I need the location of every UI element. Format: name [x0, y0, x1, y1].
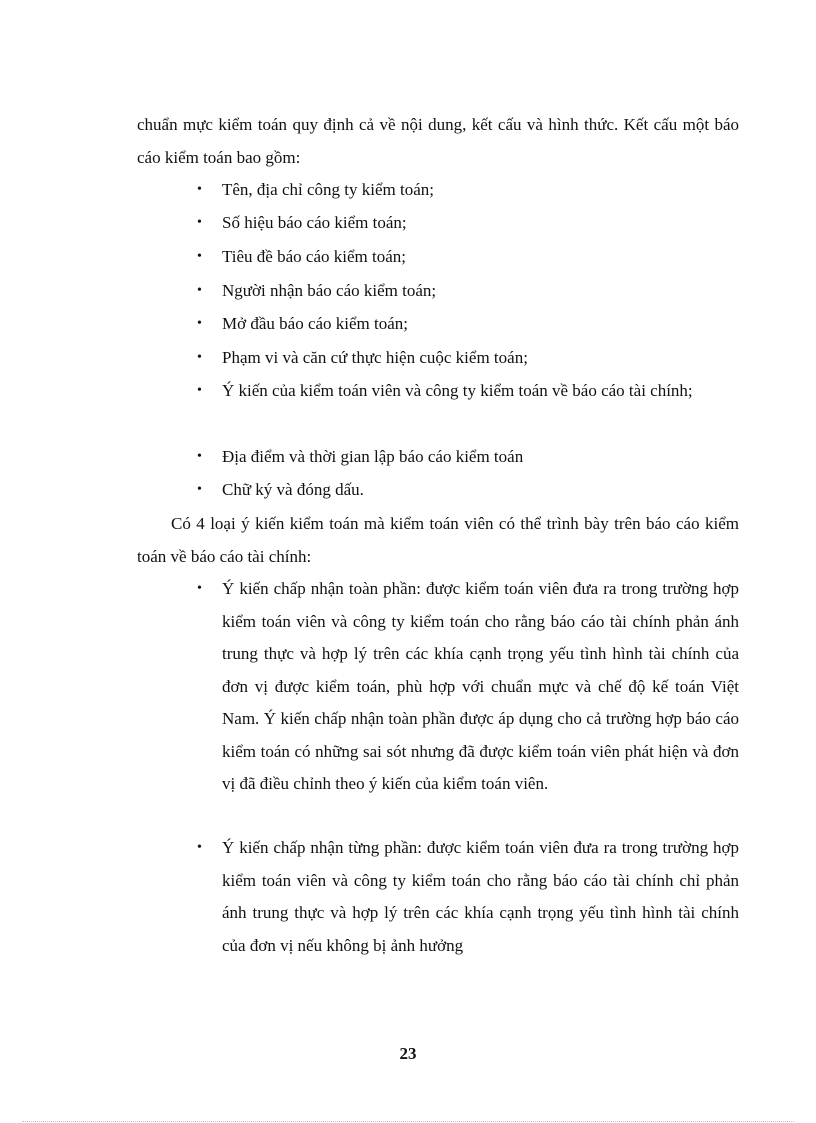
- list-item-text: Ý kiến của kiểm toán viên và công ty kiểm toán về báo cáo tài chính;: [222, 381, 693, 400]
- bullet-icon: •: [197, 383, 202, 398]
- list-item: [197, 441, 739, 474]
- bullet-icon: •: [197, 350, 202, 365]
- bullet-icon: •: [197, 249, 202, 264]
- list-item-text: Ý kiến chấp nhận toàn phần: được kiểm toán viên đưa ra trong trường hợp kiểm toán viên và công ty kiểm toán cho rằng báo cáo tài chính phản ánh trung thực và hợp lý trên các khía cạnh trọng yếu tình hình tài chính của đơn vị được kiểm toán, phù hợp với chuẩn mực và chế độ kế toán Việt Nam. Ý kiến chấp nhận toàn phần được áp dụng cho cả trường hợp báo cáo kiểm toán có những sai sót nhưng đã được kiểm toán viên phát hiện và đơn vị đã điều chỉnh theo ý kiến của kiểm toán viên.: [222, 579, 739, 793]
- list-item: [197, 241, 739, 274]
- opinion-intro-paragraph: Có 4 loại ý kiến kiểm toán mà kiểm toán viên có thể trình bày trên báo cáo kiểm toán về báo cáo tài chính:: [137, 514, 739, 566]
- list-item: [197, 275, 739, 308]
- bullet-icon: •: [197, 182, 202, 197]
- list-item: [197, 207, 739, 240]
- list-item: [197, 832, 739, 962]
- list-item: [197, 342, 739, 375]
- bullet-icon: •: [197, 840, 202, 855]
- list-item-text: Ý kiến chấp nhận từng phần: được kiểm toán viên đưa ra trong trường hợp kiểm toán viên và công ty kiểm toán cho rằng báo cáo tài chính chỉ phản ánh trung thực và hợp lý trên các khía cạnh trọng yếu tình hình tài chính của đơn vị nếu không bị ảnh hưởng: [222, 838, 739, 955]
- list-item: [197, 474, 739, 507]
- bullet-icon: •: [197, 581, 202, 596]
- list-item-text: Phạm vi và căn cứ thực hiện cuộc kiểm toán;: [222, 348, 528, 367]
- bullet-icon: •: [197, 316, 202, 331]
- list-item-text: Số hiệu báo cáo kiểm toán;: [222, 213, 407, 232]
- list-item-text: Chữ ký và đóng dấu.: [222, 480, 364, 499]
- list-item: [197, 573, 739, 801]
- list-item-text: Địa điểm và thời gian lập báo cáo kiểm toán: [222, 447, 524, 466]
- list-item-text: Người nhận báo cáo kiểm toán;: [222, 281, 437, 300]
- list-item: [197, 308, 739, 341]
- list-item: [197, 375, 739, 408]
- page-number: 23: [399, 1044, 417, 1063]
- bullet-icon: •: [197, 283, 202, 298]
- page-bottom-divider: [22, 1121, 794, 1122]
- bullet-icon: •: [197, 215, 202, 230]
- intro-paragraph: chuẩn mực kiểm toán quy định cả về nội dung, kết cấu và hình thức. Kết cấu một báo cáo kiểm toán bao gồm:: [137, 115, 739, 167]
- bullet-icon: •: [197, 482, 202, 497]
- list-item-text: Mở đầu báo cáo kiểm toán;: [222, 314, 409, 333]
- list-item: [197, 174, 739, 207]
- list-item-text: Tên, địa chỉ công ty kiểm toán;: [222, 180, 434, 199]
- bullet-icon: •: [197, 449, 202, 464]
- list-item-text: Tiêu đề báo cáo kiểm toán;: [222, 247, 406, 266]
